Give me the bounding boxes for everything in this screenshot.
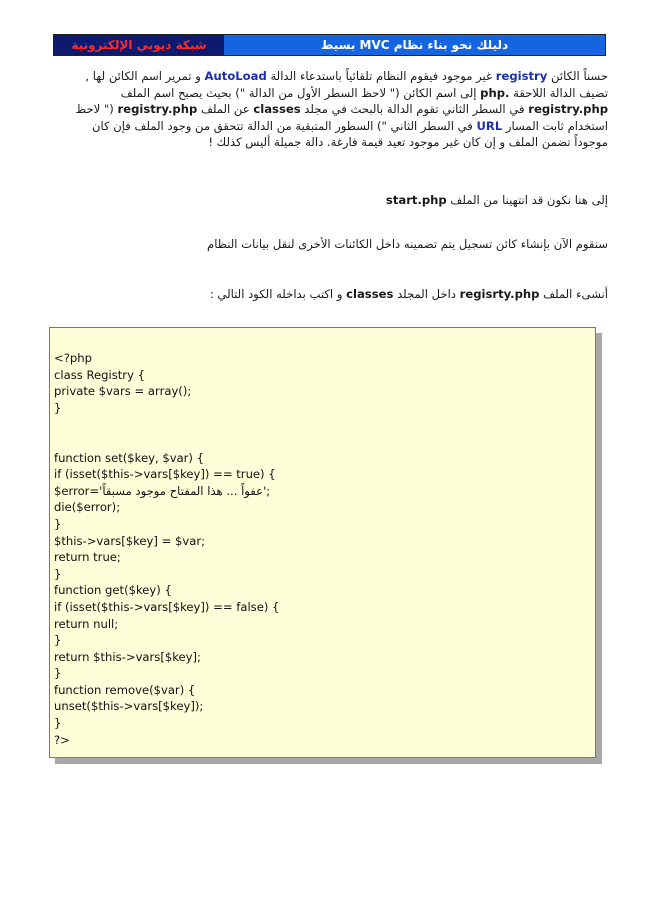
code-line: $error='عفواً ... هذا المفتاح موجود مسبقاً'; <box>54 483 271 498</box>
code-line: if (isset($this->vars[$key]) == false) { <box>54 599 280 614</box>
code-line: } <box>54 516 62 531</box>
keyword-start-php: start.php <box>385 193 447 207</box>
keyword-classes: classes <box>346 287 394 301</box>
text-run: إلى هنا نكون قد انتهينا من الملف <box>446 193 608 207</box>
keyword-regisrty-php: regisrty.php <box>459 287 540 301</box>
document-header <box>53 34 606 56</box>
code-line: die($error); <box>54 500 121 515</box>
text-run: غير موجود فيقوم النظام تلقائياً باستدعاء الدالة <box>266 69 496 83</box>
code-line: function get($key) { <box>54 583 172 598</box>
text-run: (" لاحظ استخدام ثابت المسار <box>75 102 608 133</box>
code-line: } <box>54 716 62 731</box>
code-block <box>49 327 602 764</box>
code-line: ?> <box>54 732 70 747</box>
keyword-registry-php: registry.php <box>117 102 198 117</box>
keyword-php-extension: .php <box>480 85 510 100</box>
code-line: function set($key, $var) { <box>54 450 205 465</box>
text-run: عن الملف <box>197 102 254 117</box>
brand-name: شبكة ديوبي الإلكترونية <box>54 35 224 55</box>
text-run: و اكتب بداخله الكود التالي : <box>209 287 347 301</box>
text-run: أنشىء الملف <box>539 287 608 301</box>
text-run: في السطر الثاني تقوم الدالة بالبحث في مجلد <box>300 102 529 117</box>
code-line: } <box>54 400 62 415</box>
code-line: function remove($var) { <box>54 682 196 697</box>
code-line: return null; <box>54 616 119 631</box>
code-block-box <box>49 327 596 758</box>
code-line: unset($this->vars[$key]); <box>54 699 204 714</box>
paragraph-start-php-done <box>72 192 608 209</box>
text-run: سنقوم الآن بإنشاء كائن تسجيل يتم تضمينه داخل الكائنات الأخرى لنقل بيانات النظام <box>207 237 608 251</box>
document-title: دليلك نحو بناء نظام MVC بسيط <box>224 35 605 55</box>
code-listing <box>54 350 279 748</box>
keyword-autoload: AutoLoad <box>204 69 267 83</box>
keyword-registry-php: registry.php <box>528 102 608 117</box>
code-line: return $this->vars[$key]; <box>54 649 201 664</box>
code-line: return true; <box>54 550 121 565</box>
keyword-registry: registry <box>495 69 548 83</box>
text-run: في السطر الثاني ") السطور المتبقية من الدالة تتحقق من وجود الملف فإن كان موجوداً تضمن الملف و إن كان غير موجود تعيد قيمة فارغة. دالة جميلة أليس كذلك ! <box>91 118 608 150</box>
text-run: داخل المجلد <box>393 287 460 301</box>
code-line: <?php <box>54 351 92 365</box>
text-run: حسناً الكائن <box>547 69 608 83</box>
keyword-classes: classes <box>253 102 301 117</box>
code-line: } <box>54 566 62 581</box>
paragraph-autoload-explanation <box>72 68 608 151</box>
code-line: $this->vars[$key] = $var; <box>54 533 206 548</box>
code-line: class Registry { <box>54 367 145 382</box>
keyword-url: URL <box>476 118 503 133</box>
code-line: } <box>54 666 62 681</box>
code-line: private $vars = array(); <box>54 384 192 399</box>
code-line: if (isset($this->vars[$key]) == true) { <box>54 467 276 482</box>
text-run: و تمرير اسم الكائن لها , تضيف الدالة اللاحقة <box>85 69 608 100</box>
code-line: } <box>54 633 62 648</box>
text-run: إلى اسم الكائن (" لاحظ السطر الأول من الدالة ") بحيث يصبح اسم الملف <box>120 85 481 100</box>
paragraph-create-file <box>72 286 608 303</box>
paragraph-registry-intro <box>72 236 608 253</box>
